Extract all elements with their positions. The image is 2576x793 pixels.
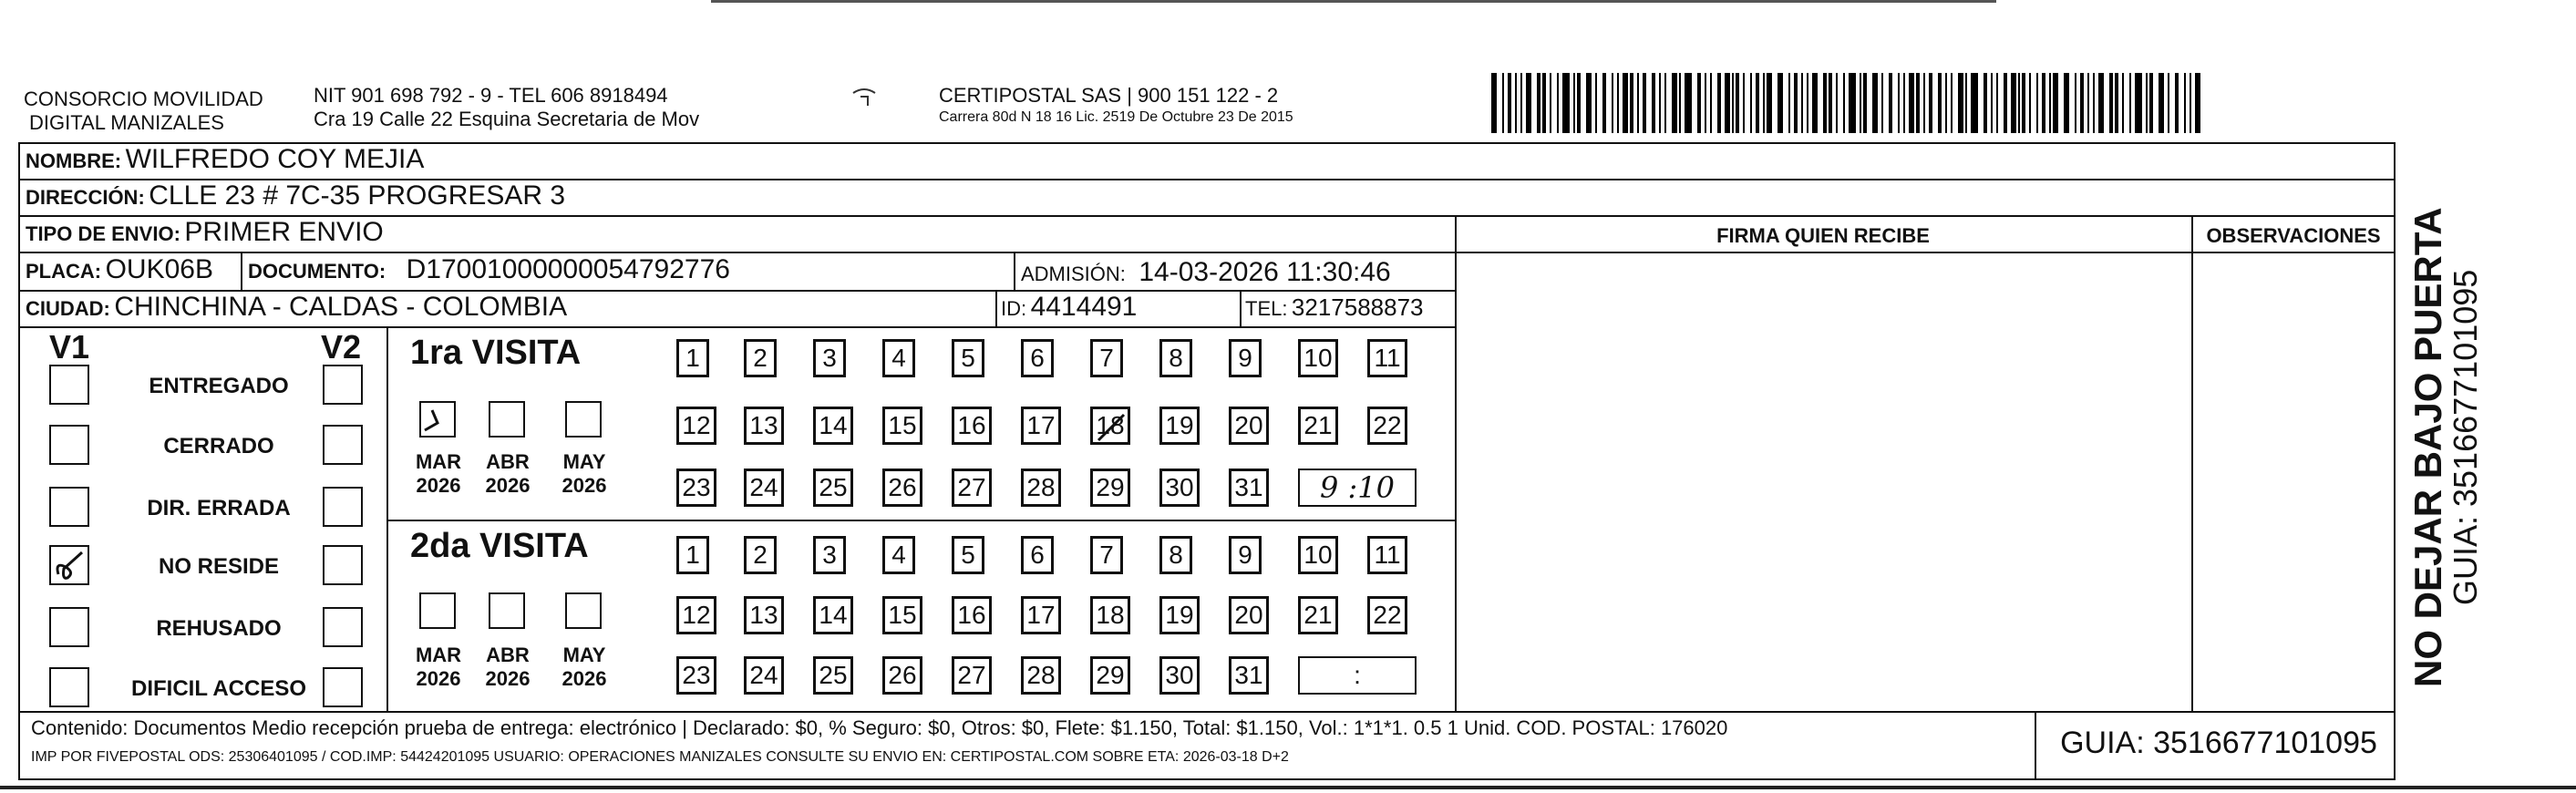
day-box[interactable]: 15 xyxy=(882,407,922,445)
barcode-bar xyxy=(1823,73,1827,133)
day-box[interactable]: 23 xyxy=(676,469,716,507)
barcode-bar xyxy=(2184,73,2186,133)
barcode-bar xyxy=(1903,73,1905,133)
status-label: DIFICIL ACCESO xyxy=(130,676,306,701)
day-box[interactable]: 4 xyxy=(882,339,915,377)
tipo-row xyxy=(26,217,384,248)
barcode-bar xyxy=(1898,73,1900,133)
tel-value: 3217588873 xyxy=(1291,294,1424,321)
placa-field xyxy=(26,254,213,285)
footer-divider xyxy=(18,711,2396,713)
day-box[interactable]: 5 xyxy=(952,536,984,574)
id-value: 4414491 xyxy=(1030,292,1138,322)
day-box[interactable]: 2 xyxy=(744,536,777,574)
barcode-bar xyxy=(1562,73,1570,133)
barcode-bar xyxy=(1612,73,1613,133)
barcode-bar xyxy=(2195,73,2200,133)
day-box[interactable]: 24 xyxy=(744,469,784,507)
year-label: 2026 xyxy=(562,474,607,497)
day-box[interactable]: 1 xyxy=(676,536,709,574)
courier-info xyxy=(939,84,1293,128)
day-box[interactable]: 26 xyxy=(882,656,922,695)
ciudad-field xyxy=(26,292,567,323)
day-box[interactable]: 18 xyxy=(1090,596,1130,634)
barcode-bar xyxy=(1996,73,1998,133)
barcode-bar xyxy=(1991,73,1993,133)
day-box[interactable]: 19 xyxy=(1159,596,1200,634)
admision-field xyxy=(1021,257,1391,288)
barcode-bar xyxy=(2098,73,2104,133)
company-line-2: DIGITAL MANIZALES xyxy=(29,111,224,134)
documento-field xyxy=(248,254,730,285)
day-box[interactable]: 6 xyxy=(1021,536,1054,574)
day-box[interactable]: 21 xyxy=(1298,596,1338,634)
nombre-row xyxy=(26,144,424,175)
month-year-label xyxy=(476,450,540,498)
v1-header: V1 xyxy=(49,328,90,366)
barcode-bar xyxy=(1860,73,1861,133)
day-box[interactable]: 7 xyxy=(1090,536,1123,574)
month-checkbox[interactable] xyxy=(489,592,525,629)
v1-checkbox[interactable] xyxy=(49,487,89,527)
barcode-bar xyxy=(1801,73,1803,133)
barcode-bar xyxy=(1872,73,1878,133)
barcode-bar xyxy=(2109,73,2113,133)
day-box[interactable]: 13 xyxy=(744,407,784,445)
company-name xyxy=(24,88,263,135)
barcode-bar xyxy=(1573,73,1575,133)
barcode xyxy=(1491,73,2213,133)
barcode-bar xyxy=(2135,73,2142,133)
day-box[interactable]: 10 xyxy=(1298,339,1338,377)
day-box[interactable]: 25 xyxy=(813,469,853,507)
tel-label: TEL: xyxy=(1245,297,1288,320)
barcode-bar xyxy=(2042,73,2045,133)
courier-logo-icon xyxy=(848,88,881,108)
year-label: 2026 xyxy=(485,474,531,497)
barcode-bar xyxy=(1672,73,1677,133)
ciudad-value: CHINCHINA - CALDAS - COLOMBIA xyxy=(114,292,568,322)
check-mark-icon xyxy=(51,547,88,583)
v1-checkbox[interactable] xyxy=(49,667,89,707)
barcode-bar xyxy=(1788,73,1790,133)
row-divider xyxy=(18,252,1455,253)
barcode-bar xyxy=(1617,73,1619,133)
day-box[interactable]: 1 xyxy=(676,339,709,377)
v2-checkbox[interactable] xyxy=(323,667,363,707)
tipo-value: PRIMER ENVIO xyxy=(184,217,384,247)
day-box[interactable]: 16 xyxy=(952,596,992,634)
day-box[interactable]: 17 xyxy=(1021,596,1061,634)
day-box[interactable]: 14 xyxy=(813,596,853,634)
barcode-bar xyxy=(2087,73,2089,133)
barcode-bar xyxy=(1659,73,1661,133)
barcode-bar xyxy=(2168,73,2169,133)
barcode-bar xyxy=(1710,73,1712,133)
day-box[interactable]: 9 xyxy=(1229,339,1262,377)
barcode-bar xyxy=(2011,73,2016,133)
status-label: ENTREGADO xyxy=(149,374,289,398)
day-box[interactable]: 22 xyxy=(1367,407,1407,445)
side-guia: GUIA: 3516677101095 xyxy=(2447,269,2484,605)
year-label: 2026 xyxy=(562,667,607,690)
day-box[interactable]: 6 xyxy=(1021,339,1054,377)
first-visit-title: 1ra VISITA xyxy=(410,334,582,372)
v2-checkbox[interactable] xyxy=(323,607,363,647)
col-divider xyxy=(995,290,997,326)
barcode-bar xyxy=(2190,73,2191,133)
barcode-bar xyxy=(1652,73,1655,133)
month-checkbox[interactable] xyxy=(489,401,525,438)
barcode-bar xyxy=(1984,73,1987,133)
barcode-bar xyxy=(1508,73,1511,133)
direccion-value: CLLE 23 # 7C-35 PROGRESAR 3 xyxy=(149,180,566,211)
barcode-bar xyxy=(1756,73,1759,133)
barcode-bar xyxy=(1909,73,1914,133)
barcode-bar xyxy=(1812,73,1818,133)
side-warning xyxy=(2406,177,2450,687)
check-mark-icon xyxy=(421,403,454,436)
day-box[interactable]: 27 xyxy=(952,656,992,695)
year-label: 2026 xyxy=(485,667,531,690)
barcode-bar xyxy=(1916,73,1920,133)
day-box[interactable]: 29 xyxy=(1090,469,1130,507)
barcode-bar xyxy=(1685,73,1692,133)
time-box[interactable]: : xyxy=(1298,656,1417,695)
placa-label: PLACA: xyxy=(26,260,102,283)
barcode-bar xyxy=(1849,73,1856,133)
id-field xyxy=(1001,292,1137,323)
barcode-bar xyxy=(1577,73,1581,133)
col-divider xyxy=(2035,711,2036,780)
direccion-row xyxy=(26,180,565,211)
barcode-bar xyxy=(1602,73,1606,133)
visit-divider xyxy=(386,520,1455,521)
v2-checkbox[interactable] xyxy=(323,365,363,405)
day-box[interactable]: 4 xyxy=(882,536,915,574)
direccion-label: DIRECCIÓN: xyxy=(26,186,145,209)
barcode-bar xyxy=(1502,73,1504,133)
month-checkbox[interactable] xyxy=(419,401,456,438)
bottom-edge-line xyxy=(0,786,2576,789)
barcode-bar xyxy=(2115,73,2118,133)
barcode-bar xyxy=(1938,73,1942,133)
barcode-bar xyxy=(1889,73,1892,133)
v1-checkbox[interactable] xyxy=(49,607,89,647)
day-box[interactable]: 12 xyxy=(676,596,716,634)
barcode-bar xyxy=(1630,73,1633,133)
day-box[interactable]: 12 xyxy=(676,407,716,445)
day-box[interactable]: 28 xyxy=(1021,469,1061,507)
day-box[interactable]: 31 xyxy=(1229,656,1269,695)
company-nit: NIT 901 698 792 - 9 - TEL 606 8918494 xyxy=(314,84,668,107)
firma-header: FIRMA QUIEN RECIBE xyxy=(1716,224,1930,247)
barcode-bar xyxy=(1586,73,1592,133)
col-divider xyxy=(1240,290,1242,326)
year-label: 2026 xyxy=(416,667,461,690)
day-box[interactable]: 11 xyxy=(1367,536,1407,574)
day-box[interactable]: 3 xyxy=(813,536,846,574)
contenido-text: Contenido: Documentos Medio recepción prueba de entrega: electrónico | Declarado: $0, % Seguro: $0, Otros: $0, Flete: $1.150, Total: $1.150, Vol.: 1*1*1. 0.5 1 Unid. COD. POSTAL: 176020 xyxy=(31,716,1728,739)
barcode-bar xyxy=(1836,73,1838,133)
day-box[interactable]: 16 xyxy=(952,407,992,445)
barcode-bar xyxy=(1863,73,1867,133)
day-box[interactable]: 21 xyxy=(1298,407,1338,445)
month-checkbox[interactable] xyxy=(565,592,602,629)
firma-area[interactable] xyxy=(1457,253,2190,709)
month-label: MAY xyxy=(562,644,606,666)
day-box[interactable]: 19 xyxy=(1159,407,1200,445)
barcode-bar xyxy=(2049,73,2051,133)
barcode-bar xyxy=(1750,73,1752,133)
side-guia-box xyxy=(2447,186,2485,605)
day-box[interactable]: 17 xyxy=(1021,407,1061,445)
barcode-bar xyxy=(1777,73,1783,133)
day-box[interactable]: 26 xyxy=(882,469,922,507)
barcode-bar xyxy=(2022,73,2025,133)
footer-guia: GUIA: 3516677101095 xyxy=(2060,726,2377,760)
barcode-bar xyxy=(1526,73,1531,133)
day-box[interactable]: 7 xyxy=(1090,339,1123,377)
imp-text: IMP POR FIVEPOSTAL ODS: 25306401095 / COD.IMP: 54424201095 USUARIO: OPERACIONES MANIZALES CONSULTE SU ENVIO EN: CERTIPOSTAL.COM SOBRE ETA: 2026-03-18 D+2 xyxy=(31,749,1289,765)
month-checkbox[interactable] xyxy=(565,401,602,438)
month-label: ABR xyxy=(486,450,530,473)
barcode-bar xyxy=(1550,73,1551,133)
barcode-bar xyxy=(1643,73,1646,133)
barcode-bar xyxy=(1843,73,1845,133)
observaciones-area[interactable] xyxy=(2193,253,2394,709)
barcode-bar xyxy=(1664,73,1666,133)
barcode-bar xyxy=(2075,73,2076,133)
barcode-bar xyxy=(1732,73,1734,133)
barcode-bar xyxy=(2159,73,2164,133)
barcode-bar xyxy=(2064,73,2069,133)
day-box[interactable]: 14 xyxy=(813,407,853,445)
col-divider xyxy=(1014,252,1015,290)
v1-checkbox[interactable] xyxy=(49,365,89,405)
day-box[interactable]: 2 xyxy=(744,339,777,377)
day-box[interactable]: 31 xyxy=(1229,469,1269,507)
day-box[interactable]: 10 xyxy=(1298,536,1338,574)
month-label: MAY xyxy=(562,450,606,473)
barcode-bar xyxy=(1736,73,1739,133)
day-box[interactable]: 28 xyxy=(1021,656,1061,695)
barcode-bar xyxy=(1520,73,1522,133)
id-label: ID: xyxy=(1001,297,1027,320)
day-box[interactable]: 9 xyxy=(1229,536,1262,574)
barcode-bar xyxy=(1725,73,1730,133)
day-box[interactable]: 24 xyxy=(744,656,784,695)
col-divider xyxy=(386,326,388,711)
barcode-bar xyxy=(2175,73,2179,133)
v1-checkbox[interactable] xyxy=(49,545,89,585)
barcode-bar xyxy=(1965,73,1967,133)
barcode-bar xyxy=(2036,73,2038,133)
documento-value: D17001000000054792776 xyxy=(406,254,730,284)
barcode-bar xyxy=(1705,73,1706,133)
company-contact xyxy=(314,84,699,131)
month-year-label xyxy=(407,450,470,498)
day-box[interactable]: 30 xyxy=(1159,469,1200,507)
admision-value: 14-03-2026 11:30:46 xyxy=(1139,257,1391,287)
status-label: CERRADO xyxy=(163,434,274,458)
placa-value: OUK06B xyxy=(105,254,213,284)
day-box[interactable]: 11 xyxy=(1367,339,1407,377)
month-checkbox[interactable] xyxy=(419,592,456,629)
barcode-bar xyxy=(1951,73,1953,133)
day-box[interactable]: 13 xyxy=(744,596,784,634)
barcode-bar xyxy=(2080,73,2084,133)
barcode-bar xyxy=(2029,73,2031,133)
day-box[interactable]: 15 xyxy=(882,596,922,634)
status-label: DIR. ERRADA xyxy=(147,496,291,520)
barcode-bar xyxy=(1945,73,1947,133)
month-label: ABR xyxy=(486,644,530,666)
status-label: NO RESIDE xyxy=(158,554,280,579)
day-box[interactable]: 22 xyxy=(1367,596,1407,634)
barcode-bar xyxy=(1829,73,1832,133)
day-box[interactable]: 5 xyxy=(952,339,984,377)
courier-name: CERTIPOSTAL SAS | 900 151 122 - 2 xyxy=(939,84,1279,107)
day-box[interactable]: 27 xyxy=(952,469,992,507)
month-year-label xyxy=(476,644,540,691)
barcode-bar xyxy=(1767,73,1772,133)
v2-checkbox[interactable] xyxy=(323,425,363,465)
barcode-bar xyxy=(2122,73,2124,133)
tel-field xyxy=(1245,294,1424,322)
v2-checkbox[interactable] xyxy=(323,487,363,527)
barcode-bar xyxy=(2146,73,2148,133)
day-box[interactable]: 23 xyxy=(676,656,716,695)
year-label: 2026 xyxy=(416,474,461,497)
nombre-label: NOMBRE: xyxy=(26,149,122,172)
month-year-label xyxy=(552,644,616,691)
observaciones-header: OBSERVACIONES xyxy=(2206,224,2381,247)
barcode-bar xyxy=(2093,73,2095,133)
company-line-1: CONSORCIO MOVILIDAD xyxy=(24,88,263,110)
admision-label: ADMISIÓN: xyxy=(1021,263,1126,285)
row-divider xyxy=(18,326,1455,328)
tipo-label: TIPO DE ENVIO: xyxy=(26,222,180,245)
month-year-label xyxy=(407,644,470,691)
day-box[interactable]: 3 xyxy=(813,339,846,377)
barcode-bar xyxy=(1807,73,1808,133)
barcode-bar xyxy=(1743,73,1745,133)
barcode-bar xyxy=(1881,73,1883,133)
barcode-bar xyxy=(1537,73,1540,133)
barcode-bar xyxy=(1958,73,1963,133)
courier-address: Carrera 80d N 18 16 Lic. 2519 De Octubre 23 De 2015 xyxy=(939,109,1293,125)
day-box[interactable]: 8 xyxy=(1159,536,1192,574)
month-year-label xyxy=(552,450,616,498)
day-box[interactable]: 25 xyxy=(813,656,853,695)
day-box[interactable]: 8 xyxy=(1159,339,1192,377)
barcode-bar xyxy=(1697,73,1701,133)
barcode-bar xyxy=(1515,73,1517,133)
no-dejar-bajo-puerta: NO DEJAR BAJO PUERTA xyxy=(2406,207,2449,687)
second-visit-title: 2da VISITA xyxy=(410,527,589,565)
check-mark-icon xyxy=(1093,409,1129,446)
barcode-bar xyxy=(2004,73,2007,133)
barcode-bar xyxy=(1679,73,1681,133)
day-box[interactable]: 30 xyxy=(1159,656,1200,695)
status-label: REHUSADO xyxy=(156,616,282,641)
day-box[interactable]: 20 xyxy=(1229,407,1269,445)
barcode-bar xyxy=(1763,73,1765,133)
barcode-bar xyxy=(1595,73,1597,133)
barcode-bar xyxy=(2129,73,2131,133)
company-address: Cra 19 Calle 22 Esquina Secretaria de Mov xyxy=(314,108,700,130)
v2-header: V2 xyxy=(321,328,362,366)
barcode-bar xyxy=(2149,73,2153,133)
ciudad-label: CIUDAD: xyxy=(26,297,110,320)
barcode-bar xyxy=(1794,73,1798,133)
barcode-bar xyxy=(1717,73,1721,133)
day-box[interactable]: 29 xyxy=(1090,656,1130,695)
barcode-bar xyxy=(2018,73,2020,133)
barcode-bar xyxy=(1491,73,1497,133)
barcode-bar xyxy=(1923,73,1925,133)
time-box[interactable]: 9 :10 xyxy=(1298,469,1417,507)
v2-checkbox[interactable] xyxy=(323,545,363,585)
barcode-bar xyxy=(2053,73,2058,133)
day-box[interactable]: 20 xyxy=(1229,596,1269,634)
month-label: MAR xyxy=(415,450,462,473)
day-box[interactable]: 18 xyxy=(1090,407,1130,445)
barcode-bar xyxy=(1623,73,1628,133)
col-divider xyxy=(241,252,242,290)
barcode-bar xyxy=(1557,73,1559,133)
top-edge-line xyxy=(711,0,1996,3)
barcode-bar xyxy=(1542,73,1546,133)
barcode-bar xyxy=(1637,73,1639,133)
month-label: MAR xyxy=(415,644,462,666)
documento-label: DOCUMENTO: xyxy=(248,260,386,283)
nombre-value: WILFREDO COY MEJIA xyxy=(125,144,425,174)
barcode-bar xyxy=(1929,73,1932,133)
v1-checkbox[interactable] xyxy=(49,425,89,465)
barcode-bar xyxy=(1971,73,1978,133)
